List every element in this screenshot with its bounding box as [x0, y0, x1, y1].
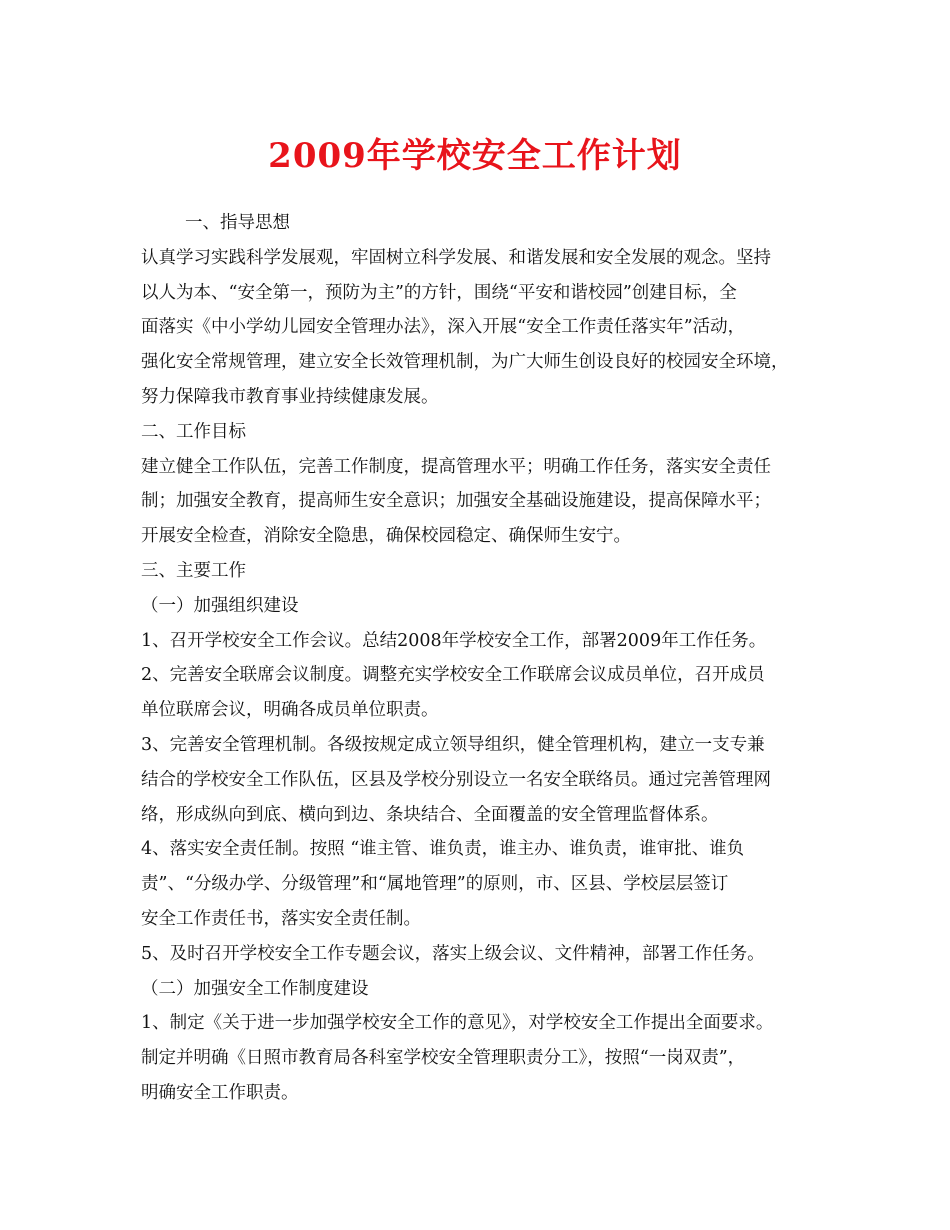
paragraph-line: 以人为本、“安全第一，预防为主”的方针，围绕“平安和谐校园”创建目标，全: [141, 282, 737, 303]
list-item-line: 3、完善安全管理机制。各级按规定成立领导组织，健全管理机构，建立一支专兼: [141, 734, 765, 755]
paragraph-line: 制；加强安全教育，提高师生安全意识；加强安全基础设施建设，提高保障水平；: [141, 491, 771, 512]
list-item-line: 单位联席会议，明确各成员单位职责。: [141, 700, 439, 721]
subsection-heading-system-building: （二）加强安全工作制度建设: [141, 978, 369, 999]
document-title: 2009年学校安全工作计划: [268, 136, 682, 176]
list-item-line: 1、制定《关于进一步加强学校安全工作的意见》，对学校安全工作提出全面要求。: [141, 1013, 774, 1034]
list-item-line: 络，形成纵向到底、横向到边、条块结合、全面覆盖的安全管理监督体系。: [141, 804, 719, 825]
list-item-line: 安全工作责任书，落实安全责任制。: [141, 908, 421, 929]
list-item-line: 4、落实安全责任制。按照 “谁主管、谁负责，谁主办、谁负责，谁审批、谁负: [141, 839, 745, 860]
list-item-line: 责”、“分级办学、分级管理”和“属地管理”的原则，市、区县、学校层层签订: [141, 874, 729, 895]
section-heading-guiding-ideology: 一、指导思想: [185, 213, 290, 233]
list-item-line: 制定并明确《日照市教育局各科室学校安全管理职责分工》，按照“一岗双责”，: [141, 1048, 746, 1069]
document-body: [141, 206, 821, 1111]
list-item-line: 2、完善安全联席会议制度。调整充实学校安全工作联席会议成员单位，召开成员: [141, 665, 765, 686]
paragraph-line: 面落实《中小学幼儿园安全管理办法》，深入开展“安全工作责任落实年”活动，: [141, 317, 746, 338]
paragraph-line: 开展安全检查，消除安全隐患，确保校园稳定、确保师生安宁。: [141, 526, 631, 547]
list-item-line: 5、及时召开学校安全工作专题会议，落实上级会议、文件精神，部署工作任务。: [141, 943, 765, 964]
paragraph-line: 认真学习实践科学发展观，牢固树立科学发展、和谐发展和安全发展的观念。坚持: [141, 247, 771, 268]
section-heading-main-work: 三、主要工作: [141, 560, 246, 581]
subsection-heading-organization: （一）加强组织建设: [141, 595, 299, 616]
list-item-line: 1、召开学校安全工作会议。总结2008年学校安全工作，部署2009年工作任务。: [141, 630, 767, 651]
section-heading-work-goals: 二、工作目标: [141, 421, 246, 442]
list-item-line: 结合的学校安全工作队伍，区县及学校分别设立一名安全联络员。通过完善管理网: [141, 769, 771, 790]
paragraph-line: 努力保障我市教育事业持续健康发展。: [141, 386, 439, 407]
paragraph-line: 强化安全常规管理，建立安全长效管理机制，为广大师生创设良好的校园安全环境，: [141, 352, 789, 373]
paragraph-line: 建立健全工作队伍，完善工作制度，提高管理水平；明确工作任务，落实安全责任: [141, 456, 771, 477]
list-item-line: 明确安全工作职责。: [141, 1082, 299, 1103]
